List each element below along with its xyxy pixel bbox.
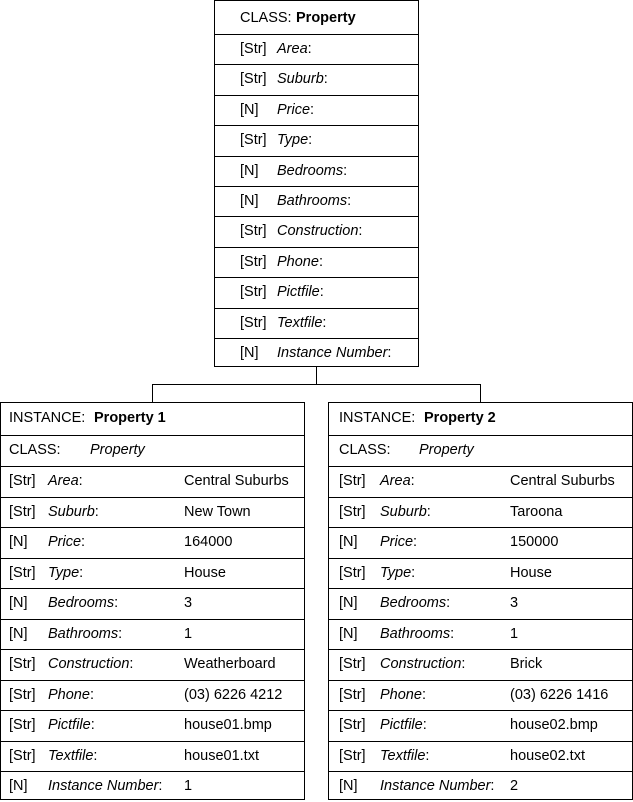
instance-attribute-row bbox=[1, 710, 304, 741]
instance-class-value: Property bbox=[419, 442, 474, 458]
attribute-colon: : bbox=[94, 503, 99, 520]
attribute-name: Textfile: bbox=[277, 314, 327, 331]
attribute-name: Area: bbox=[48, 473, 83, 489]
instance-attribute-row bbox=[1, 497, 304, 528]
attribute-name: Pictfile: bbox=[380, 717, 427, 733]
instance-attribute-row bbox=[329, 741, 632, 772]
attribute-name: Bedrooms: bbox=[277, 162, 348, 179]
attribute-value: Brick bbox=[510, 656, 543, 672]
attribute-colon: : bbox=[446, 595, 451, 611]
connector-left-drop bbox=[152, 384, 153, 403]
attribute-name: Construction: bbox=[48, 656, 134, 672]
class-header-prefix: CLASS: bbox=[240, 10, 292, 26]
instance-attribute-row bbox=[1, 558, 304, 589]
instance-attribute-row bbox=[329, 649, 632, 680]
attribute-colon: : bbox=[89, 686, 94, 703]
attribute-type: [Str] bbox=[339, 564, 366, 581]
class-attribute-row bbox=[215, 125, 418, 156]
attribute-colon: : bbox=[421, 686, 426, 703]
attribute-colon: : bbox=[158, 778, 163, 794]
instance-attribute-row bbox=[1, 680, 304, 711]
class-attribute-row bbox=[215, 64, 418, 95]
attribute-type: [N] bbox=[240, 193, 259, 209]
attribute-type: [Str] bbox=[9, 686, 36, 703]
attribute-value: 1 bbox=[510, 625, 519, 642]
attribute-value: 150000 bbox=[510, 534, 559, 550]
attribute-value: Weatherboard bbox=[184, 656, 276, 672]
class-attribute-row bbox=[215, 95, 418, 126]
attribute-type: [N] bbox=[9, 595, 28, 611]
instance-attribute-row bbox=[1, 741, 304, 772]
attribute-colon: : bbox=[78, 473, 83, 489]
attribute-name: Construction: bbox=[380, 656, 466, 672]
attribute-type: [Str] bbox=[9, 717, 36, 733]
attribute-value: 164000 bbox=[184, 534, 233, 550]
attribute-type: [Str] bbox=[240, 284, 267, 301]
class-header bbox=[215, 4, 418, 35]
attribute-value: house02.bmp bbox=[510, 717, 598, 733]
attribute-type: [N] bbox=[9, 534, 28, 550]
attribute-name: Area: bbox=[277, 41, 312, 57]
class-attribute-row bbox=[215, 186, 418, 217]
attribute-name: Suburb: bbox=[277, 71, 328, 88]
attribute-name: Bathrooms: bbox=[380, 625, 455, 642]
instance-attribute-row bbox=[329, 619, 632, 650]
instance-header bbox=[1, 404, 304, 435]
attribute-colon: : bbox=[490, 778, 495, 794]
instance-class-prefix: CLASS: bbox=[9, 442, 61, 458]
attribute-colon: : bbox=[318, 253, 323, 270]
attribute-colon: : bbox=[319, 284, 324, 301]
instance-class-row bbox=[1, 435, 304, 466]
attribute-type: [N] bbox=[240, 345, 259, 361]
attribute-name: Phone: bbox=[277, 253, 323, 270]
attribute-value: 1 bbox=[184, 778, 193, 794]
class-attribute-row bbox=[215, 156, 418, 187]
class-attribute-row bbox=[215, 247, 418, 278]
attribute-name: Pictfile: bbox=[277, 284, 324, 301]
instance-header-prefix: INSTANCE: bbox=[9, 410, 86, 426]
instance-box-1 bbox=[0, 402, 305, 800]
attribute-type: [Str] bbox=[339, 656, 366, 672]
attribute-name: Bathrooms: bbox=[48, 625, 123, 642]
attribute-name: Construction: bbox=[277, 223, 363, 240]
connector-right-drop bbox=[480, 384, 481, 403]
attribute-value: house01.bmp bbox=[184, 717, 272, 733]
attribute-colon: : bbox=[422, 717, 427, 733]
instance-attribute-row bbox=[1, 588, 304, 619]
instance-name: Property 2 bbox=[424, 410, 496, 426]
instance-attribute-row bbox=[329, 558, 632, 589]
attribute-colon: : bbox=[425, 747, 430, 764]
attribute-value: 3 bbox=[184, 595, 193, 611]
attribute-name: Phone: bbox=[380, 686, 426, 703]
attribute-name: Suburb: bbox=[48, 503, 99, 520]
attribute-colon: : bbox=[387, 345, 392, 361]
instance-attribute-row bbox=[329, 527, 632, 558]
attribute-name: Bathrooms: bbox=[277, 193, 352, 209]
attribute-type: [N] bbox=[240, 162, 259, 179]
attribute-name: Pictfile: bbox=[48, 717, 95, 733]
instance-attribute-row bbox=[1, 649, 304, 680]
attribute-name: Area: bbox=[380, 473, 415, 489]
attribute-colon: : bbox=[410, 473, 415, 489]
attribute-name: Bedrooms: bbox=[48, 595, 119, 611]
attribute-type: [Str] bbox=[240, 71, 267, 88]
attribute-name: Textfile: bbox=[48, 747, 98, 764]
attribute-colon: : bbox=[343, 162, 348, 179]
instance-attribute-row bbox=[329, 710, 632, 741]
instance-box-2 bbox=[328, 402, 633, 800]
attribute-type: [Str] bbox=[240, 253, 267, 270]
attribute-colon: : bbox=[129, 656, 134, 672]
class-attribute-row bbox=[215, 308, 418, 339]
attribute-colon: : bbox=[450, 625, 455, 642]
attribute-type: [Str] bbox=[9, 656, 36, 672]
instance-class-prefix: CLASS: bbox=[339, 442, 391, 458]
instance-attribute-row bbox=[1, 619, 304, 650]
instance-class-value: Property bbox=[90, 442, 145, 458]
attribute-value: (03) 6226 1416 bbox=[510, 686, 609, 703]
attribute-name: Phone: bbox=[48, 686, 94, 703]
attribute-type: [Str] bbox=[9, 503, 36, 520]
attribute-name: Instance Number: bbox=[277, 345, 392, 361]
attribute-type: [Str] bbox=[9, 473, 36, 489]
attribute-colon: : bbox=[426, 503, 431, 520]
attribute-colon: : bbox=[347, 193, 352, 209]
attribute-type: [Str] bbox=[339, 473, 366, 489]
attribute-name: Suburb: bbox=[380, 503, 431, 520]
attribute-name: Type: bbox=[277, 132, 313, 149]
attribute-colon: : bbox=[411, 564, 416, 581]
attribute-type: [N] bbox=[339, 778, 358, 794]
attribute-name: Instance Number: bbox=[48, 778, 163, 794]
instance-attribute-row bbox=[1, 527, 304, 558]
instance-attribute-row bbox=[1, 771, 304, 802]
attribute-colon: : bbox=[79, 564, 84, 581]
class-attribute-row bbox=[215, 216, 418, 247]
attribute-type: [N] bbox=[9, 778, 28, 794]
attribute-type: [Str] bbox=[339, 747, 366, 764]
attribute-name: Bedrooms: bbox=[380, 595, 451, 611]
attribute-value: house02.txt bbox=[510, 747, 585, 764]
attribute-value: 1 bbox=[184, 625, 193, 642]
attribute-type: [Str] bbox=[339, 686, 366, 703]
attribute-colon: : bbox=[413, 534, 418, 550]
attribute-type: [N] bbox=[339, 625, 358, 642]
attribute-colon: : bbox=[461, 656, 466, 672]
instance-attribute-row bbox=[329, 588, 632, 619]
attribute-value: Central Suburbs bbox=[510, 473, 615, 489]
attribute-type: [Str] bbox=[9, 747, 36, 764]
attribute-value: House bbox=[184, 564, 226, 581]
attribute-value: House bbox=[510, 564, 552, 581]
attribute-name: Price: bbox=[277, 101, 315, 118]
attribute-value: New Town bbox=[184, 503, 251, 520]
class-name: Property bbox=[296, 10, 356, 26]
attribute-colon: : bbox=[307, 41, 312, 57]
instance-attribute-row bbox=[329, 466, 632, 497]
attribute-colon: : bbox=[118, 625, 123, 642]
attribute-colon: : bbox=[310, 101, 315, 118]
instance-class-row bbox=[329, 435, 632, 466]
attribute-colon: : bbox=[322, 314, 327, 331]
attribute-value: house01.txt bbox=[184, 747, 259, 764]
class-attribute-row bbox=[215, 277, 418, 308]
attribute-value: Taroona bbox=[510, 503, 563, 520]
attribute-name: Type: bbox=[48, 564, 84, 581]
attribute-type: [Str] bbox=[240, 132, 267, 149]
attribute-type: [Str] bbox=[240, 41, 267, 57]
attribute-colon: : bbox=[114, 595, 119, 611]
attribute-name: Textfile: bbox=[380, 747, 430, 764]
attribute-colon: : bbox=[90, 717, 95, 733]
attribute-type: [N] bbox=[339, 595, 358, 611]
attribute-colon: : bbox=[81, 534, 86, 550]
attribute-value: (03) 6226 4212 bbox=[184, 686, 283, 703]
attribute-name: Instance Number: bbox=[380, 778, 495, 794]
class-box bbox=[214, 0, 419, 367]
instance-name: Property 1 bbox=[94, 410, 166, 426]
attribute-type: [N] bbox=[339, 534, 358, 550]
attribute-type: [Str] bbox=[339, 717, 366, 733]
attribute-name: Price: bbox=[48, 534, 86, 550]
attribute-name: Price: bbox=[380, 534, 418, 550]
attribute-type: [Str] bbox=[9, 564, 36, 581]
instance-attribute-row bbox=[329, 497, 632, 528]
attribute-type: [Str] bbox=[240, 314, 267, 331]
instance-header bbox=[329, 404, 632, 435]
attribute-type: [Str] bbox=[240, 223, 267, 240]
attribute-colon: : bbox=[358, 223, 363, 240]
instance-attribute-row bbox=[1, 466, 304, 497]
attribute-type: [Str] bbox=[339, 503, 366, 520]
class-attribute-row bbox=[215, 338, 418, 369]
attribute-colon: : bbox=[308, 132, 313, 149]
instance-header-prefix: INSTANCE: bbox=[339, 410, 416, 426]
attribute-value: 2 bbox=[510, 778, 519, 794]
attribute-type: [N] bbox=[9, 625, 28, 642]
attribute-value: 3 bbox=[510, 595, 519, 611]
attribute-colon: : bbox=[323, 71, 328, 88]
instance-attribute-row bbox=[329, 680, 632, 711]
class-attribute-row bbox=[215, 34, 418, 65]
instance-attribute-row bbox=[329, 771, 632, 802]
attribute-name: Type: bbox=[380, 564, 416, 581]
attribute-colon: : bbox=[93, 747, 98, 764]
connector-horizontal bbox=[152, 384, 481, 385]
attribute-type: [N] bbox=[240, 101, 259, 118]
attribute-value: Central Suburbs bbox=[184, 473, 289, 489]
